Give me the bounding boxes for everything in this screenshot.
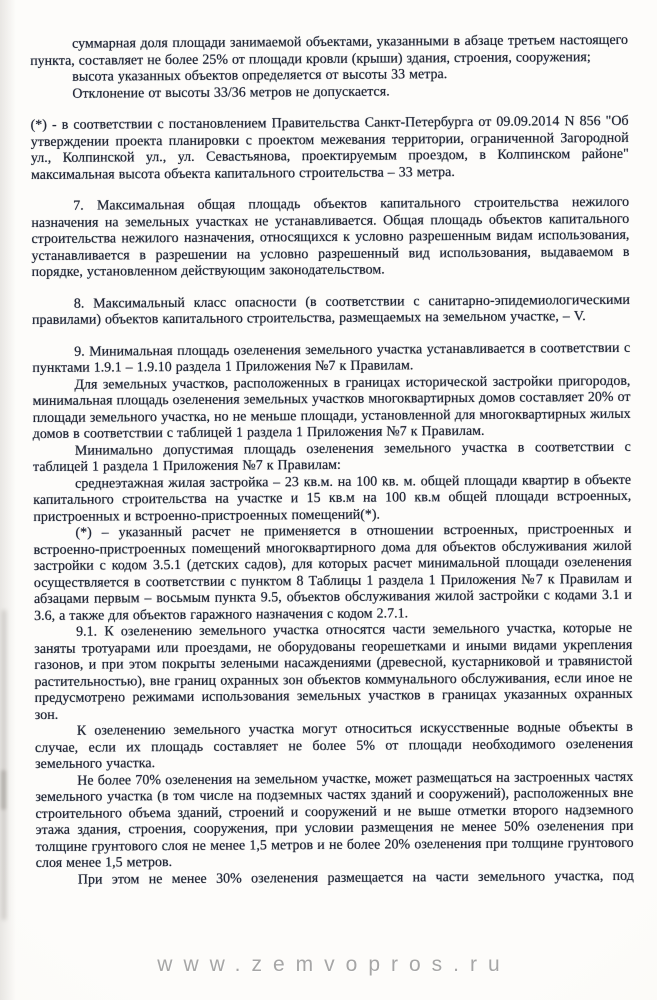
scan-edge-smudge-small [1,770,6,810]
document-paragraph: К озеленению земельного участка могут относиться искусственные водные объекты в случае, если их площадь составляет не более 5% от площади необходимого озеленения земельного участка. [34,719,634,772]
document-paragraph: Для земельных участков, расположенных в границах исторической застройки пригородов, минимальная площадь озеленения земельных участков многоквартирных домов составляет 20% от площади земельного участка, но не меньше площади, установленной для многоквартирных жилых домов в соответствии с таблицей 1 раздела 1 Приложения №7 к Правилам. [32,373,631,442]
document-paragraph: 8. Максимальный класс опасности (в соответствии с санитарно-эпидемиологическими правилами) объектов капитального строительства, размещаемых на земельном участке, – V. [31,292,630,328]
document-paragraph: При этом не менее 30% озеленения размещается на части земельного участка, под [77,868,634,888]
document-paragraph: 7. Максимальная общая площадь объектов капитального строительства нежилого назначения на земельных участках не устанавливается. Общая площадь объектов капитального строительства нежилого назначения, относящихся к условно разрешенным видам использования, устанавливается в разрешении на условно разрешенный вид использования, выдаваемом в порядке, установленном действующим законодательством. [31,194,630,280]
document-paragraph: Отклонение от высоты 33/36 метров не допускается. [72,83,390,102]
document-paragraph: среднеэтажная жилая застройка – 23 кв.м. на 100 кв. м. общей площади квартир в объекте капитального строительства на участке и 15 кв.м на 100 кв.м общей площади встроенных, пристроенных и встроенно-пристроенных помещений(*). [33,472,632,525]
watermark: www.zemvopros.ru [157,953,511,976]
document-paragraph: 9.1. К озеленению земельного участка относятся части земельного участка, которые не заняты тротуарами или проездами, не оборудованы георешетками и иными видами укрепления газонов, и при этом покрыты зелеными насаждениями (древесной, кустарниковой и травянистой растительностью), вне границ охранных зон объектов коммунального обслуживания, если иное не предусмотрено режимами использования земельных участков в границах указанных охранных зон. [34,620,633,723]
document-paragraph: Минимально допустимая площадь озеленения земельного участка в соответствии с таблицей 1 раздела 1 Приложения №7 к Правилам: [32,439,631,475]
document-paragraph: (*) – указанный расчет не применяется в отношении встроенных, пристроенных и встроенно-пристроенных помещений многоквартирного дома для объектов обслуживания жилой застройки с кодом 3.5.1 (детских садов), для которых расчет минимальной площади озеленения осуществляется в соответствии с пунктом 8 Таблицы 1 раздела 1 Приложения №7 к Правилам и абзацами первым – восьмым пункта 9.5, объектов обслуживания жилой застройки с кодами 3.1 и 3.6, а также для объектов гаражного назначения с кодом 2.7.1. [33,521,632,624]
document-text-block [30,33,634,889]
document-paragraph: высота указанных объектов определяется от высоты 33 метра. [72,67,448,85]
document-paragraph: 9. Минимальная площадь озеленения земельного участка устанавливается в соответствии с пунктами 1.9.1 – 1.9.10 раздела 1 Приложения №7 к Правилам. [32,340,631,376]
document-paragraph: суммарная доля площади занимаемой объектами, указанными в абзаце третьем настоящего пункта, составляет не более 25% от площади кровли (крыши) здания, строения, сооружения; [30,32,629,69]
document-paragraph: (*) - в соответствии с постановлением Правительства Санкт-Петербурга от 09.09.2014 N 856 "Об утверждении проекта планировки с проектом межевания территории, ограниченной Загородной ул., Колпинской ул., ул. Севастьянова, проектируемым проездом, в Колпинском районе" максимальная высота объекта капитального строительства – 33 метра. [30,113,629,183]
document-paragraph: Не более 70% озеленения на земельном участке, может размещаться на застроенных частях земельного участка (в том числе на подземных частях зданий и сооружений), расположенных вне строительного объема зданий, строений и сооружений и не выше отметки второго надземного этажа здания, строения, сооружения, при условии размещения не менее 50% озеленения при толщине грунтового слоя не менее 1,5 метров и не более 20% озеленения при толщине грунтового слоя менее 1,5 метров. [35,769,634,871]
scan-edge-smudge [2,610,6,920]
